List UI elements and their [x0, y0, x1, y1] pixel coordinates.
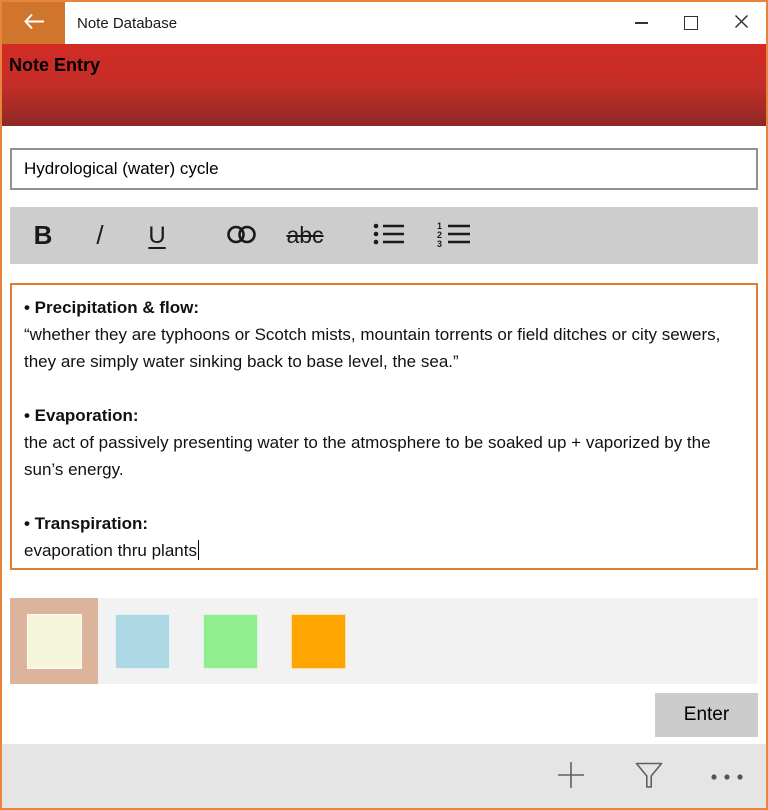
add-icon: [556, 760, 586, 793]
filter-button[interactable]: [610, 744, 688, 808]
editor-paragraph: [24, 510, 744, 564]
swatch-item-light-green[interactable]: [186, 598, 274, 684]
enter-button[interactable]: Enter: [655, 693, 758, 737]
maximize-button[interactable]: [666, 2, 716, 44]
strikethrough-button[interactable]: abc: [274, 214, 336, 258]
formatting-toolbar: [10, 207, 758, 264]
back-button[interactable]: [2, 2, 65, 44]
note-body-editor[interactable]: [10, 283, 758, 570]
link-button[interactable]: [218, 214, 266, 258]
bulleted-list-button[interactable]: [364, 214, 414, 258]
swatch-item-light-blue[interactable]: [98, 598, 186, 684]
svg-text:1: 1: [437, 221, 443, 231]
paragraph-heading: • Transpiration:: [24, 514, 149, 533]
beige-color-swatch[interactable]: [27, 614, 82, 669]
paragraph-body: the act of passively presenting water to the atmosphere to be soaked up + vaporized by the sun’s energy.: [24, 433, 711, 479]
filter-icon: [634, 761, 664, 792]
more-button[interactable]: [688, 744, 766, 808]
page-title: Note Entry: [9, 55, 101, 75]
maximize-icon: [684, 16, 698, 30]
editor-paragraph: [24, 294, 744, 375]
minimize-button[interactable]: [616, 2, 666, 44]
underline-button[interactable]: U: [134, 214, 180, 258]
command-bar: [2, 744, 766, 808]
color-swatch-list: [10, 598, 758, 684]
close-icon: [734, 14, 749, 32]
numbered-list-icon: [436, 220, 472, 251]
close-button[interactable]: [716, 2, 766, 44]
swatch-item-beige[interactable]: [10, 598, 98, 684]
window-title: Note Database: [77, 14, 178, 32]
enter-row: [10, 693, 758, 737]
orange-color-swatch[interactable]: [291, 614, 346, 669]
title-bar: [2, 2, 766, 44]
italic-button[interactable]: /: [77, 214, 123, 258]
editor-paragraph: [24, 402, 744, 483]
paragraph-heading: • Evaporation:: [24, 406, 139, 425]
text-caret: [198, 540, 200, 560]
add-button[interactable]: [532, 744, 610, 808]
paragraph-body: evaporation thru plants: [24, 541, 197, 560]
window-controls: [616, 2, 766, 44]
minimize-icon: [635, 22, 648, 24]
svg-text:3: 3: [437, 239, 443, 248]
swatch-item-orange[interactable]: [274, 598, 362, 684]
numbered-list-button[interactable]: [428, 214, 480, 258]
bold-button[interactable]: B: [20, 214, 66, 258]
light-green-color-swatch[interactable]: [203, 614, 258, 669]
page-header: [2, 44, 766, 126]
paragraph-heading: • Precipitation & flow:: [24, 298, 200, 317]
svg-text:2: 2: [437, 230, 443, 240]
bulleted-list-icon: [372, 221, 406, 250]
more-icon: [710, 769, 744, 784]
back-arrow-icon: [23, 13, 45, 33]
paragraph-body: “whether they are typhoons or Scotch mists, mountain torrents or field ditches or city sewers, they are simply water sinking back to base level, the sea.”: [24, 325, 721, 371]
chain-link-icon: [224, 221, 260, 251]
light-blue-color-swatch[interactable]: [115, 614, 170, 669]
note-entry-form: [2, 148, 766, 737]
note-title-input[interactable]: [10, 148, 758, 190]
